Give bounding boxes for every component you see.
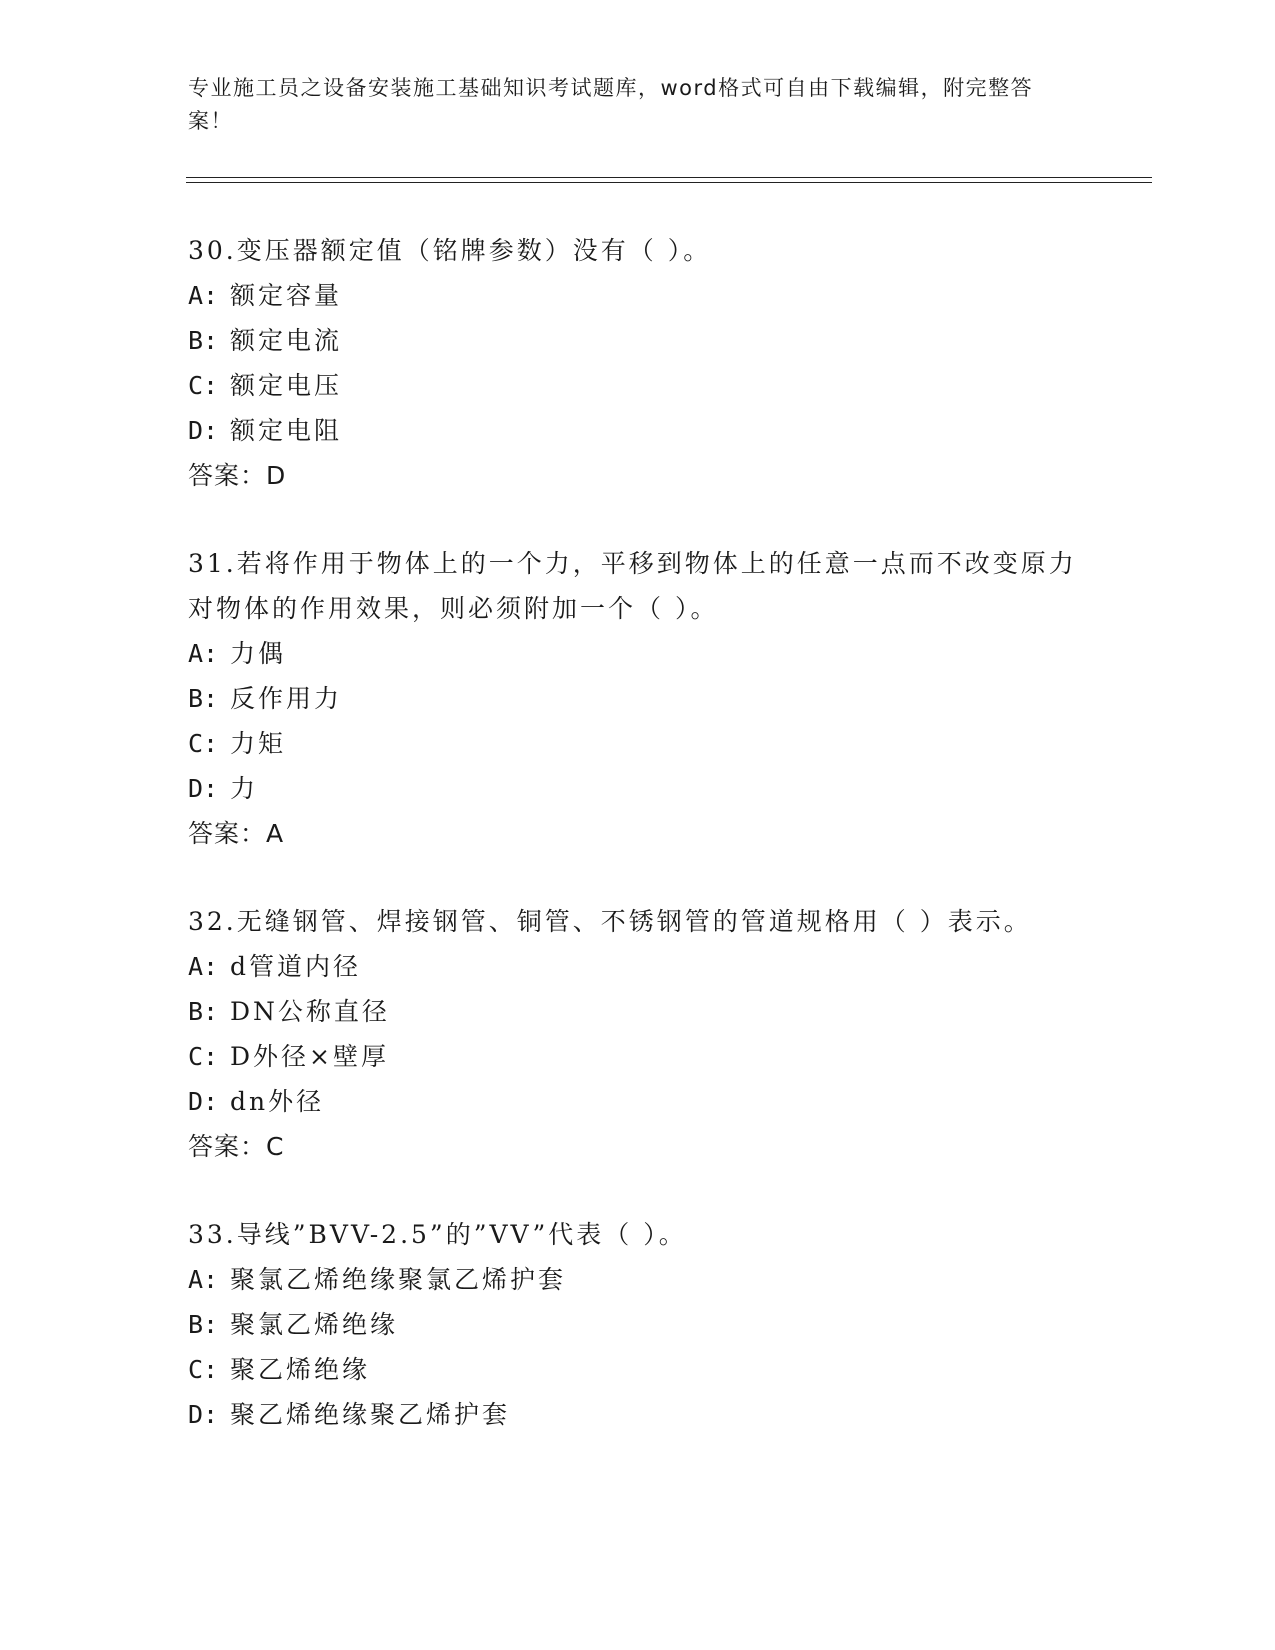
question-stem: 32.无缝钢管、焊接钢管、铜管、不锈钢管的管道规格用（ ）表示。 bbox=[188, 907, 1032, 936]
question-stem: 33.导线”BVV-2.5”的”VV”代表（ ）。 bbox=[188, 1220, 687, 1249]
header-divider-top bbox=[186, 177, 1152, 178]
option-letter: B: bbox=[188, 326, 219, 355]
option-letter: A: bbox=[188, 952, 219, 981]
option-text: 聚乙烯绝缘聚乙烯护套 bbox=[230, 1400, 511, 1429]
answer-line: 答案：A bbox=[188, 819, 285, 848]
option-text: 力 bbox=[230, 774, 259, 803]
option-text: 力偶 bbox=[230, 639, 287, 668]
option-letter: B: bbox=[188, 684, 219, 713]
option-letter: B: bbox=[188, 997, 219, 1026]
question-32 bbox=[188, 899, 1088, 1169]
option-letter: C: bbox=[188, 1042, 219, 1071]
option-a bbox=[188, 944, 1088, 989]
document-header: 专业施工员之设备安装施工基础知识考试题库，word格式可自由下载编辑，附完整答案！ bbox=[188, 76, 1034, 133]
option-c bbox=[188, 721, 1088, 766]
option-d bbox=[188, 408, 1088, 453]
option-text: 聚氯乙烯绝缘聚氯乙烯护套 bbox=[230, 1265, 567, 1294]
option-letter: D: bbox=[188, 416, 219, 445]
option-b bbox=[188, 989, 1088, 1034]
answer-line: 答案：D bbox=[188, 461, 287, 490]
header-divider-bottom bbox=[186, 182, 1152, 183]
option-text: d管道内径 bbox=[230, 952, 362, 981]
option-text: 反作用力 bbox=[230, 684, 343, 713]
option-a bbox=[188, 631, 1088, 676]
option-letter: C: bbox=[188, 1355, 219, 1384]
option-d bbox=[188, 1392, 1088, 1437]
answer-line: 答案：C bbox=[188, 1132, 285, 1161]
question-stem: 30.变压器额定值（铭牌参数）没有（ ）。 bbox=[188, 236, 712, 265]
option-text: 力矩 bbox=[230, 729, 287, 758]
option-letter: A: bbox=[188, 1265, 219, 1294]
option-letter: A: bbox=[188, 639, 219, 668]
option-letter: B: bbox=[188, 1310, 219, 1339]
question-31 bbox=[188, 541, 1088, 856]
option-a bbox=[188, 1257, 1088, 1302]
option-c bbox=[188, 1347, 1088, 1392]
option-d bbox=[188, 1079, 1088, 1124]
option-letter: D: bbox=[188, 774, 219, 803]
option-letter: C: bbox=[188, 371, 219, 400]
option-text: 额定容量 bbox=[230, 281, 343, 310]
question-30 bbox=[188, 228, 1088, 498]
option-text: dn外径 bbox=[230, 1087, 325, 1116]
option-text: 额定电流 bbox=[230, 326, 343, 355]
option-c bbox=[188, 363, 1088, 408]
option-letter: D: bbox=[188, 1087, 219, 1116]
option-b bbox=[188, 1302, 1088, 1347]
option-text: D外径×壁厚 bbox=[230, 1042, 389, 1071]
option-text: 聚乙烯绝缘 bbox=[230, 1355, 371, 1384]
option-d bbox=[188, 766, 1088, 811]
option-letter: A: bbox=[188, 281, 219, 310]
option-letter: D: bbox=[188, 1400, 219, 1429]
option-c bbox=[188, 1034, 1088, 1079]
option-a bbox=[188, 273, 1088, 318]
option-text: 聚氯乙烯绝缘 bbox=[230, 1310, 399, 1339]
option-text: 额定电阻 bbox=[230, 416, 343, 445]
option-b bbox=[188, 318, 1088, 363]
option-letter: C: bbox=[188, 729, 219, 758]
option-text: DN公称直径 bbox=[230, 997, 390, 1026]
option-text: 额定电压 bbox=[230, 371, 343, 400]
option-b bbox=[188, 676, 1088, 721]
question-33 bbox=[188, 1212, 1088, 1437]
question-list bbox=[188, 228, 1088, 1480]
question-stem: 31.若将作用于物体上的一个力，平移到物体上的任意一点而不改变原力对物体的作用效果，则必须附加一个（ ）。 bbox=[188, 549, 1077, 623]
